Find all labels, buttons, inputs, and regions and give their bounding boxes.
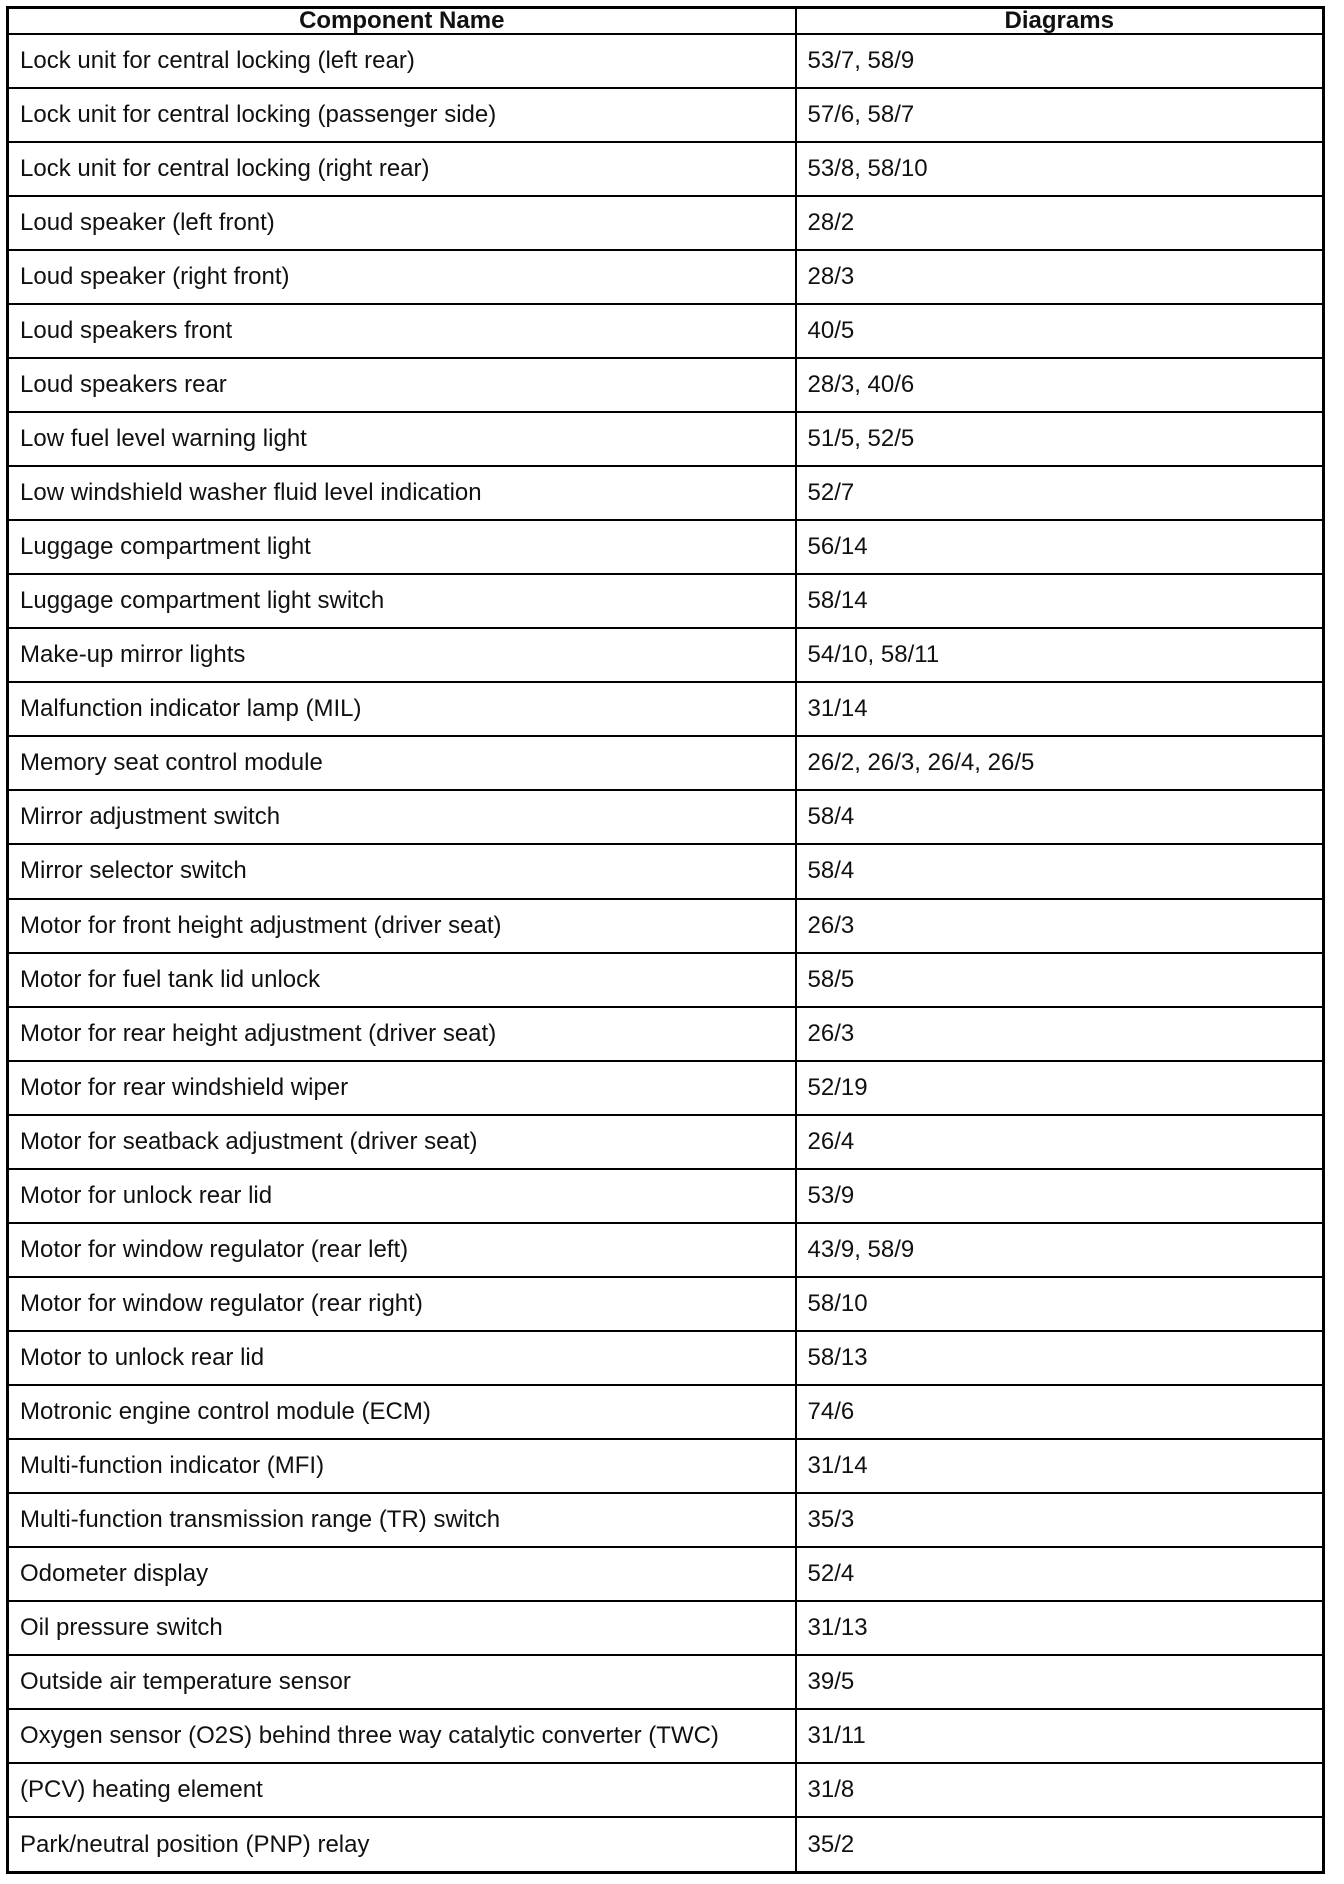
component-name-cell: Motor for seatback adjustment (driver seat)	[8, 1115, 796, 1169]
component-name-cell: Make-up mirror lights	[8, 628, 796, 682]
column-header-component-name: Component Name	[8, 8, 796, 35]
table-row	[8, 196, 1324, 250]
component-name-cell: Park/neutral position (PNP) relay	[8, 1817, 796, 1872]
diagrams-cell: 53/8, 58/10	[796, 142, 1324, 196]
table-row	[8, 412, 1324, 466]
table-row	[8, 1277, 1324, 1331]
component-name-cell: Loud speakers front	[8, 304, 796, 358]
table-row	[8, 790, 1324, 844]
column-header-diagrams: Diagrams	[796, 8, 1324, 35]
diagrams-cell: 26/4	[796, 1115, 1324, 1169]
diagrams-cell: 53/7, 58/9	[796, 34, 1324, 88]
diagrams-cell: 35/3	[796, 1493, 1324, 1547]
diagrams-cell: 31/14	[796, 682, 1324, 736]
diagrams-cell: 58/14	[796, 574, 1324, 628]
table-row	[8, 1007, 1324, 1061]
component-name-cell: Lock unit for central locking (right rear)	[8, 142, 796, 196]
table-row	[8, 1169, 1324, 1223]
diagrams-cell: 56/14	[796, 520, 1324, 574]
diagrams-cell: 28/3, 40/6	[796, 358, 1324, 412]
table-row	[8, 1385, 1324, 1439]
component-name-cell: Multi-function indicator (MFI)	[8, 1439, 796, 1493]
component-name-cell: Lock unit for central locking (left rear)	[8, 34, 796, 88]
component-name-cell: Motor for rear height adjustment (driver seat)	[8, 1007, 796, 1061]
table-row	[8, 250, 1324, 304]
table-row	[8, 1601, 1324, 1655]
table-row	[8, 1331, 1324, 1385]
component-name-cell: Motor for fuel tank lid unlock	[8, 953, 796, 1007]
diagrams-cell: 40/5	[796, 304, 1324, 358]
diagrams-cell: 52/4	[796, 1547, 1324, 1601]
diagrams-cell: 31/11	[796, 1709, 1324, 1763]
table-row	[8, 844, 1324, 898]
component-name-cell: Multi-function transmission range (TR) switch	[8, 1493, 796, 1547]
table-row	[8, 1115, 1324, 1169]
diagrams-cell: 58/13	[796, 1331, 1324, 1385]
component-name-cell: Lock unit for central locking (passenger side)	[8, 88, 796, 142]
table-row	[8, 1817, 1324, 1872]
component-name-cell: Luggage compartment light	[8, 520, 796, 574]
table-row	[8, 1763, 1324, 1817]
component-name-cell: Luggage compartment light switch	[8, 574, 796, 628]
diagrams-cell: 58/10	[796, 1277, 1324, 1331]
component-name-cell: Motor for front height adjustment (driver seat)	[8, 899, 796, 953]
component-name-cell: Motor for rear windshield wiper	[8, 1061, 796, 1115]
diagrams-cell: 26/3	[796, 1007, 1324, 1061]
table-row	[8, 142, 1324, 196]
table-row	[8, 520, 1324, 574]
component-name-cell: Motor to unlock rear lid	[8, 1331, 796, 1385]
component-diagram-table	[6, 6, 1325, 1874]
component-name-cell: Memory seat control module	[8, 736, 796, 790]
component-name-cell: Loud speakers rear	[8, 358, 796, 412]
component-name-cell: Mirror selector switch	[8, 844, 796, 898]
table-header-row	[8, 8, 1324, 35]
diagrams-cell: 28/2	[796, 196, 1324, 250]
component-name-cell: Loud speaker (left front)	[8, 196, 796, 250]
component-name-cell: Loud speaker (right front)	[8, 250, 796, 304]
diagrams-cell: 28/3	[796, 250, 1324, 304]
component-name-cell: Motor for window regulator (rear left)	[8, 1223, 796, 1277]
table-row	[8, 1439, 1324, 1493]
table-row	[8, 736, 1324, 790]
diagrams-cell: 31/13	[796, 1601, 1324, 1655]
diagrams-cell: 43/9, 58/9	[796, 1223, 1324, 1277]
table-row	[8, 1709, 1324, 1763]
component-name-cell: Oil pressure switch	[8, 1601, 796, 1655]
diagrams-cell: 58/4	[796, 790, 1324, 844]
diagrams-cell: 31/14	[796, 1439, 1324, 1493]
component-name-cell: Motor for window regulator (rear right)	[8, 1277, 796, 1331]
component-name-cell: Oxygen sensor (O2S) behind three way catalytic converter (TWC)	[8, 1709, 796, 1763]
table-row	[8, 304, 1324, 358]
diagrams-cell: 58/5	[796, 953, 1324, 1007]
diagrams-cell: 31/8	[796, 1763, 1324, 1817]
table-row	[8, 88, 1324, 142]
component-name-cell: Outside air temperature sensor	[8, 1655, 796, 1709]
component-name-cell: Mirror adjustment switch	[8, 790, 796, 844]
component-name-cell: Motronic engine control module (ECM)	[8, 1385, 796, 1439]
diagrams-cell: 51/5, 52/5	[796, 412, 1324, 466]
table-row	[8, 628, 1324, 682]
diagrams-cell: 39/5	[796, 1655, 1324, 1709]
component-name-cell: (PCV) heating element	[8, 1763, 796, 1817]
component-name-cell: Low windshield washer fluid level indication	[8, 466, 796, 520]
diagrams-cell: 26/3	[796, 899, 1324, 953]
table-row	[8, 1493, 1324, 1547]
diagrams-cell: 35/2	[796, 1817, 1324, 1872]
component-name-cell: Odometer display	[8, 1547, 796, 1601]
table-row	[8, 358, 1324, 412]
table-row	[8, 466, 1324, 520]
diagrams-cell: 57/6, 58/7	[796, 88, 1324, 142]
table-row	[8, 1061, 1324, 1115]
table-row	[8, 953, 1324, 1007]
diagrams-cell: 26/2, 26/3, 26/4, 26/5	[796, 736, 1324, 790]
diagrams-cell: 74/6	[796, 1385, 1324, 1439]
table-row	[8, 574, 1324, 628]
table-row	[8, 899, 1324, 953]
component-name-cell: Malfunction indicator lamp (MIL)	[8, 682, 796, 736]
table-row	[8, 682, 1324, 736]
table-row	[8, 34, 1324, 88]
component-name-cell: Low fuel level warning light	[8, 412, 796, 466]
table-row	[8, 1223, 1324, 1277]
diagrams-cell: 52/7	[796, 466, 1324, 520]
diagrams-cell: 54/10, 58/11	[796, 628, 1324, 682]
diagrams-cell: 53/9	[796, 1169, 1324, 1223]
component-name-cell: Motor for unlock rear lid	[8, 1169, 796, 1223]
table-body	[8, 34, 1324, 1873]
table-row	[8, 1655, 1324, 1709]
diagrams-cell: 58/4	[796, 844, 1324, 898]
table-row	[8, 1547, 1324, 1601]
diagrams-cell: 52/19	[796, 1061, 1324, 1115]
